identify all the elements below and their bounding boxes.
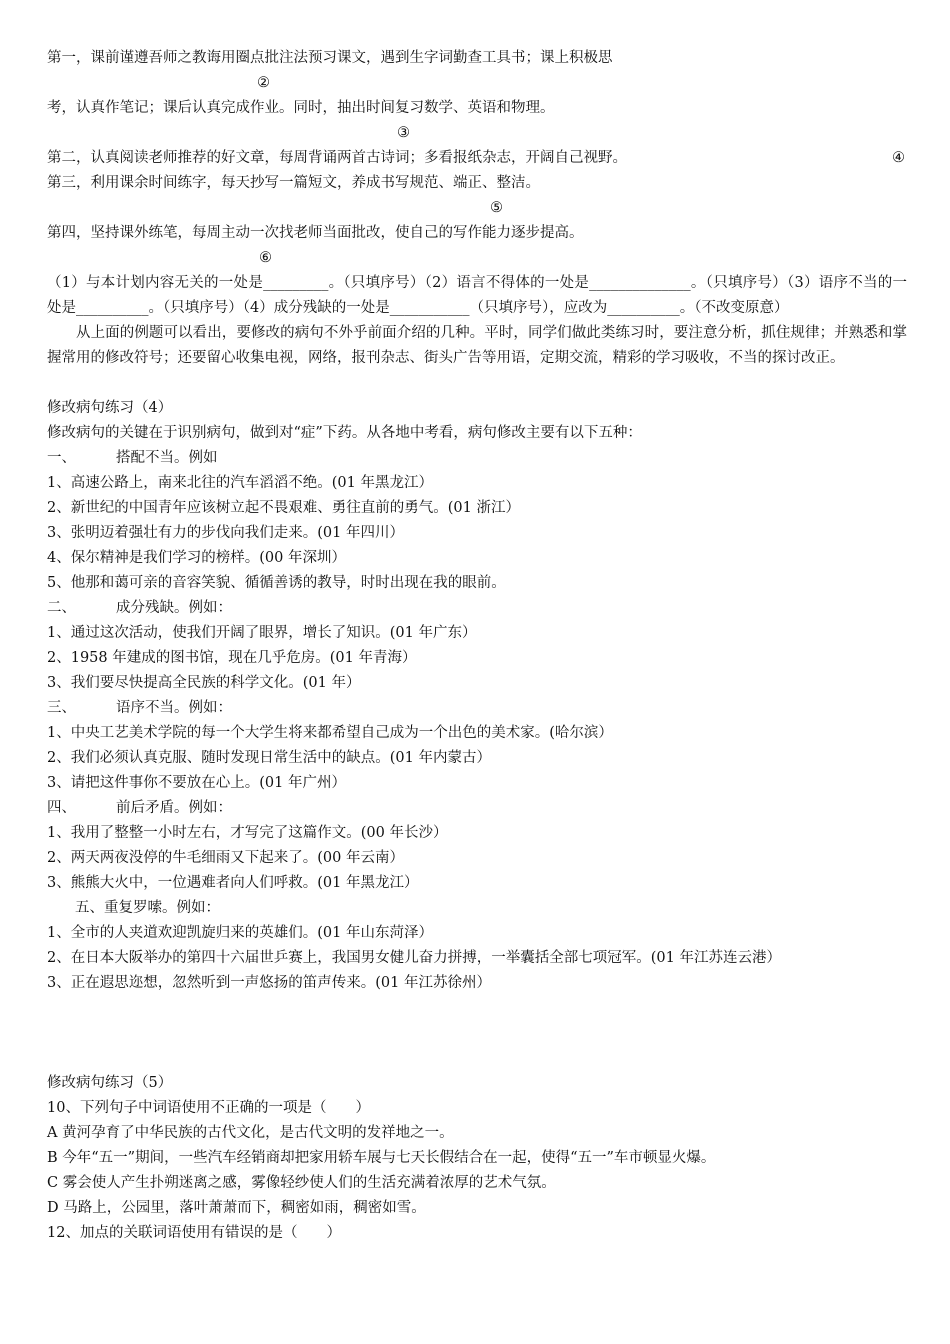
list-item: 2、新世纪的中国青年应该树立起不畏艰难、勇往直前的勇气。(01 浙江） (47, 500, 520, 516)
document-page (47, 46, 907, 1246)
option-b: B 今年“五一”期间，一些汽车经销商却把家用轿车展与七天长假结合在一起，使得“五一”车市顿显火爆。 (47, 1150, 716, 1166)
list-item: 5、他那和蔼可亲的音容笑貌、循循善诱的教导，时时出现在我的眼前。 (47, 575, 506, 591)
section-1-heading (47, 446, 907, 471)
list-item: 4、保尔精神是我们学习的榜样。(00 年深圳） (47, 550, 346, 566)
list-item: 3、我们要尽快提高全民族的科学文化。(01 年） (47, 675, 361, 691)
marker-row (47, 121, 907, 146)
option-c: C 雾会使人产生扑朔迷离之感，雾像轻纱使人们的生活充满着浓厚的艺术气氛。 (47, 1175, 556, 1191)
section-2-title: 成分残缺。例如： (116, 600, 232, 616)
question-10: 10、下列句子中词语使用不正确的一项是（ ） (47, 1100, 370, 1116)
exercise-4-title: 修改病句练习（4） (47, 400, 173, 416)
list-item: 3、请把这件事你不要放在心上。(01 年广州） (47, 775, 346, 791)
plan-line-4: 第三，利用课余时间练字，每天抄写一篇短文，养成书写规范、端正、整洁。 (47, 175, 540, 191)
section-3-heading (47, 696, 907, 721)
option-d: D 马路上，公园里，落叶萧萧而下，稠密如雨，稠密如雪。 (47, 1200, 426, 1216)
section-1-title: 搭配不当。例如 (116, 450, 218, 466)
list-item: 2、在日本大阪举办的第四十六届世乒赛上，我国男女健儿奋力拼搏，一举囊括全部七项冠军。(01 年江苏连云港） (47, 950, 781, 966)
section-3-number: 三、 (47, 700, 76, 716)
plan-questions: （1）与本计划内容无关的一处是_________。（只填序号）（2）语言不得体的一处是______________。（只填序号）（3）语序不当的一处是__________。（只填序号）（4）成分残缺的一处是___________（只填序号），应改为__________。（不改变原意） (47, 275, 907, 316)
exercise-4-intro: 修改病句的关键在于识别病句，做到对“症”下药。从各地中考看，病句修改主要有以下五种： (47, 425, 642, 441)
summary-paragraph: 从上面的例题可以看出，要修改的病句不外乎前面介绍的几种。平时，同学们做此类练习时，要注意分析，抓住规律；并熟悉和掌握常用的修改符号；还要留心收集电视，网络，报刊杂志、街头广告等用语，定期交流，精彩的学习吸收，不当的探讨改正。 (47, 325, 907, 366)
plan-line-2: 考，认真作笔记；课后认真完成作业。同时，抽出时间复习数学、英语和物理。 (47, 100, 555, 116)
plan-line-5: 第四，坚持课外练笔，每周主动一次找老师当面批改，使自己的写作能力逐步提高。 (47, 225, 584, 241)
marker-4: ④ (892, 150, 905, 166)
list-item: 1、高速公路上，南来北往的汽车滔滔不绝。(01 年黑龙江） (47, 475, 433, 491)
option-a: A 黄河孕育了中华民族的古代文化，是古代文明的发祥地之一。 (47, 1125, 454, 1141)
section-3-title: 语序不当。例如： (116, 700, 232, 716)
section-4-title: 前后矛盾。例如： (116, 800, 232, 816)
section-1-number: 一、 (47, 450, 76, 466)
marker-row (47, 196, 907, 221)
spacer (47, 371, 907, 396)
marker-3: ③ (397, 125, 410, 141)
section-2-number: 二、 (47, 600, 76, 616)
list-item: 1、全市的人夹道欢迎凯旋归来的英雄们。(01 年山东菏泽） (47, 925, 433, 941)
marker-row (47, 246, 907, 271)
list-item: 1、中央工艺美术学院的每一个大学生将来都希望自己成为一个出色的美术家。(哈尔滨） (47, 725, 613, 741)
list-item: 1、通过这次活动，使我们开阔了眼界，增长了知识。(01 年广东） (47, 625, 477, 641)
spacer (47, 1046, 907, 1071)
list-item: 2、两天两夜没停的牛毛细雨又下起来了。(00 年云南） (47, 850, 404, 866)
list-item: 3、熊熊大火中，一位遇难者向人们呼救。(01 年黑龙江） (47, 875, 419, 891)
marker-6: ⑥ (259, 250, 272, 266)
marker-5: ⑤ (490, 200, 503, 216)
plan-line-3-row (47, 146, 907, 171)
list-item: 2、我们必须认真克服、随时发现日常生活中的缺点。(01 年内蒙古） (47, 750, 491, 766)
section-4-number: 四、 (47, 800, 76, 816)
section-2-heading (47, 596, 907, 621)
list-item: 3、正在遐思迩想，忽然听到一声悠扬的笛声传来。(01 年江苏徐州） (47, 975, 491, 991)
marker-row (47, 71, 907, 96)
marker-2: ② (257, 75, 270, 91)
plan-line-1: 第一，课前谨遵吾师之教诲用圈点批注法预习课文，遇到生字词勤查工具书；课上积极思 (47, 50, 613, 66)
spacer (47, 996, 907, 1046)
section-5-heading: 五、重复罗嗦。例如： (75, 900, 220, 916)
plan-line-3: 第二，认真阅读老师推荐的好文章，每周背诵两首古诗词；多看报纸杂志，开阔自己视野。 (47, 150, 627, 166)
section-4-heading (47, 796, 907, 821)
list-item: 3、张明迈着强壮有力的步伐向我们走来。(01 年四川） (47, 525, 404, 541)
list-item: 2、1958 年建成的图书馆，现在几乎危房。(01 年青海） (47, 650, 417, 666)
question-12: 12、加点的关联词语使用有错误的是（ ） (47, 1225, 341, 1241)
list-item: 1、我用了整整一小时左右，才写完了这篇作文。(00 年长沙） (47, 825, 448, 841)
exercise-5-title: 修改病句练习（5） (47, 1075, 173, 1091)
